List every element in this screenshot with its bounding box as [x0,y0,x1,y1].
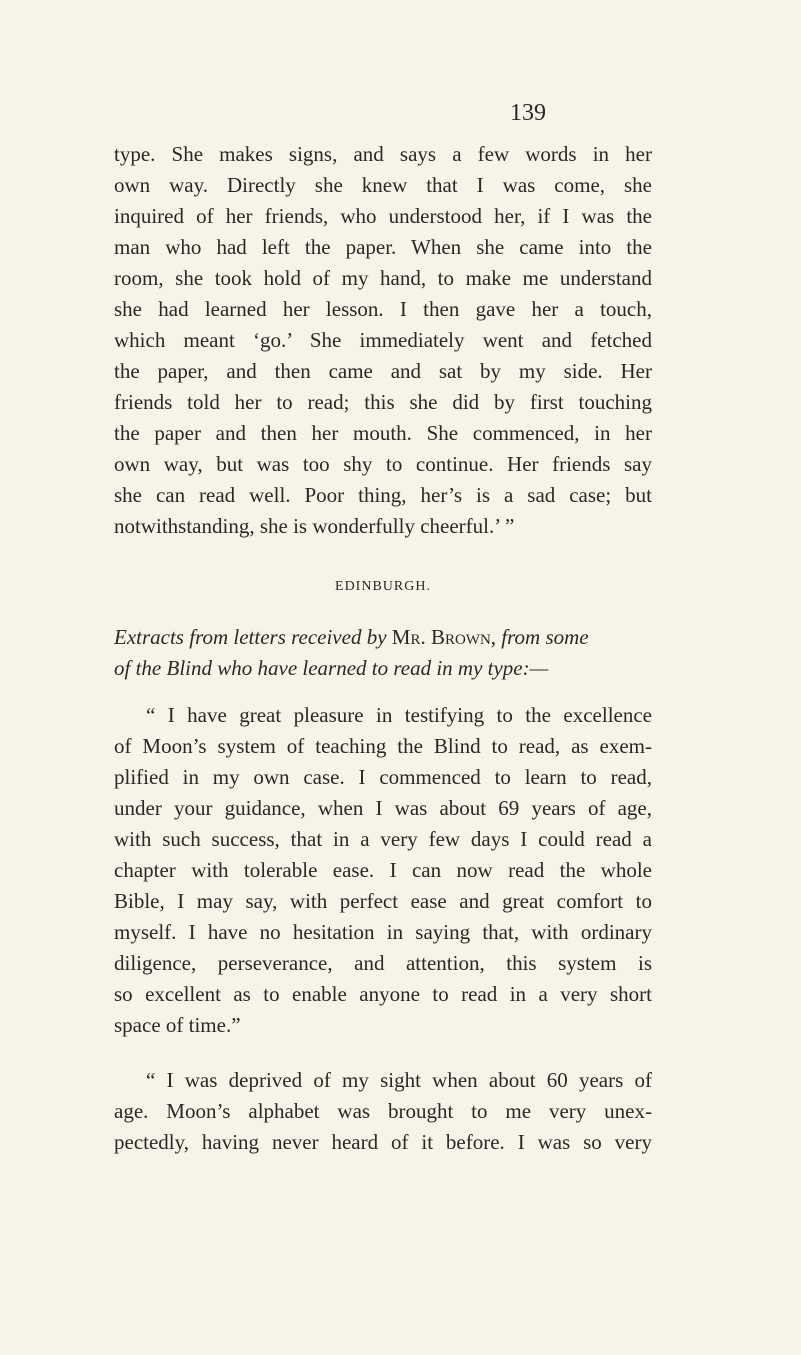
text-line: Bible, I may say, with perfect ease and great comfort to [114,889,652,913]
text-line: plified in my own case. I commenced to learn to read, [114,765,652,789]
extract-intro-text [114,622,589,653]
paragraph-continuation [114,139,652,542]
text-line: the paper, and then came and sat by my side. Her [114,359,652,383]
text-line: “ I was deprived of my sight when about 60 years of [146,1068,652,1092]
text-line: own way, but was too shy to continue. Her friends say [114,452,652,476]
text-line: she had learned her lesson. I then gave her a touch, [114,297,652,321]
text-line: space of time.” [114,1013,241,1037]
letter-paragraph [114,700,652,1041]
text-line: type. She makes signs, and says a few words in her [114,142,652,166]
text-line: room, she took hold of my hand, to make me understand [114,266,652,290]
author-name: Mr. Brown, [391,625,497,649]
text-line: own way. Directly she knew that I was come, she [114,173,652,197]
text-line: pectedly, having never heard of it before. I was so very [114,1130,652,1154]
text-line: myself. I have no hesitation in saying that, with ordinary [114,920,652,944]
paragraph [114,700,652,1041]
text-line: she can read well. Poor thing, her’s is a sad case; but [114,483,652,507]
text-line: under your guidance, when I was about 69 years of age, [114,796,652,820]
section-heading: EDINBURGH. [335,579,431,594]
text-line: age. Moon’s alphabet was brought to me very unex- [114,1099,652,1123]
text-line: friends told her to read; this she did by first touching [114,390,652,414]
paragraph [114,1065,652,1158]
text-line: diligence, perseverance, and attention, this system is [114,951,652,975]
extract-italic-text: of the Blind who have learned to read in my type:— [114,656,549,680]
text-line: “ I have great pleasure in testifying to the excellence [146,703,652,727]
text-line: with such success, that in a very few days I could read a [114,827,652,851]
paragraph [114,139,652,542]
text-line: so excellent as to enable anyone to read in a very short [114,982,652,1006]
page-number: 139 [510,100,546,126]
text-line: which meant ‘go.’ She immediately went and fetched [114,328,652,352]
text-line: man who had left the paper. When she came into the [114,235,652,259]
text-line: chapter with tolerable ease. I can now read the whole [114,858,652,882]
extract-italic-text: from some [496,625,589,649]
text-line: inquired of her friends, who understood her, if I was the [114,204,652,228]
extract-intro-line [114,653,652,684]
text-line: the paper and then her mouth. She commenced, in her [114,421,652,445]
text-line: notwithstanding, she is wonderfully cheerful.’ ” [114,514,515,538]
extract-italic-text: Extracts from letters received by [114,625,392,649]
letter-paragraph [114,1065,652,1158]
text-line: of Moon’s system of teaching the Blind to read, as exem- [114,734,652,758]
extract-intro-line [114,622,652,653]
